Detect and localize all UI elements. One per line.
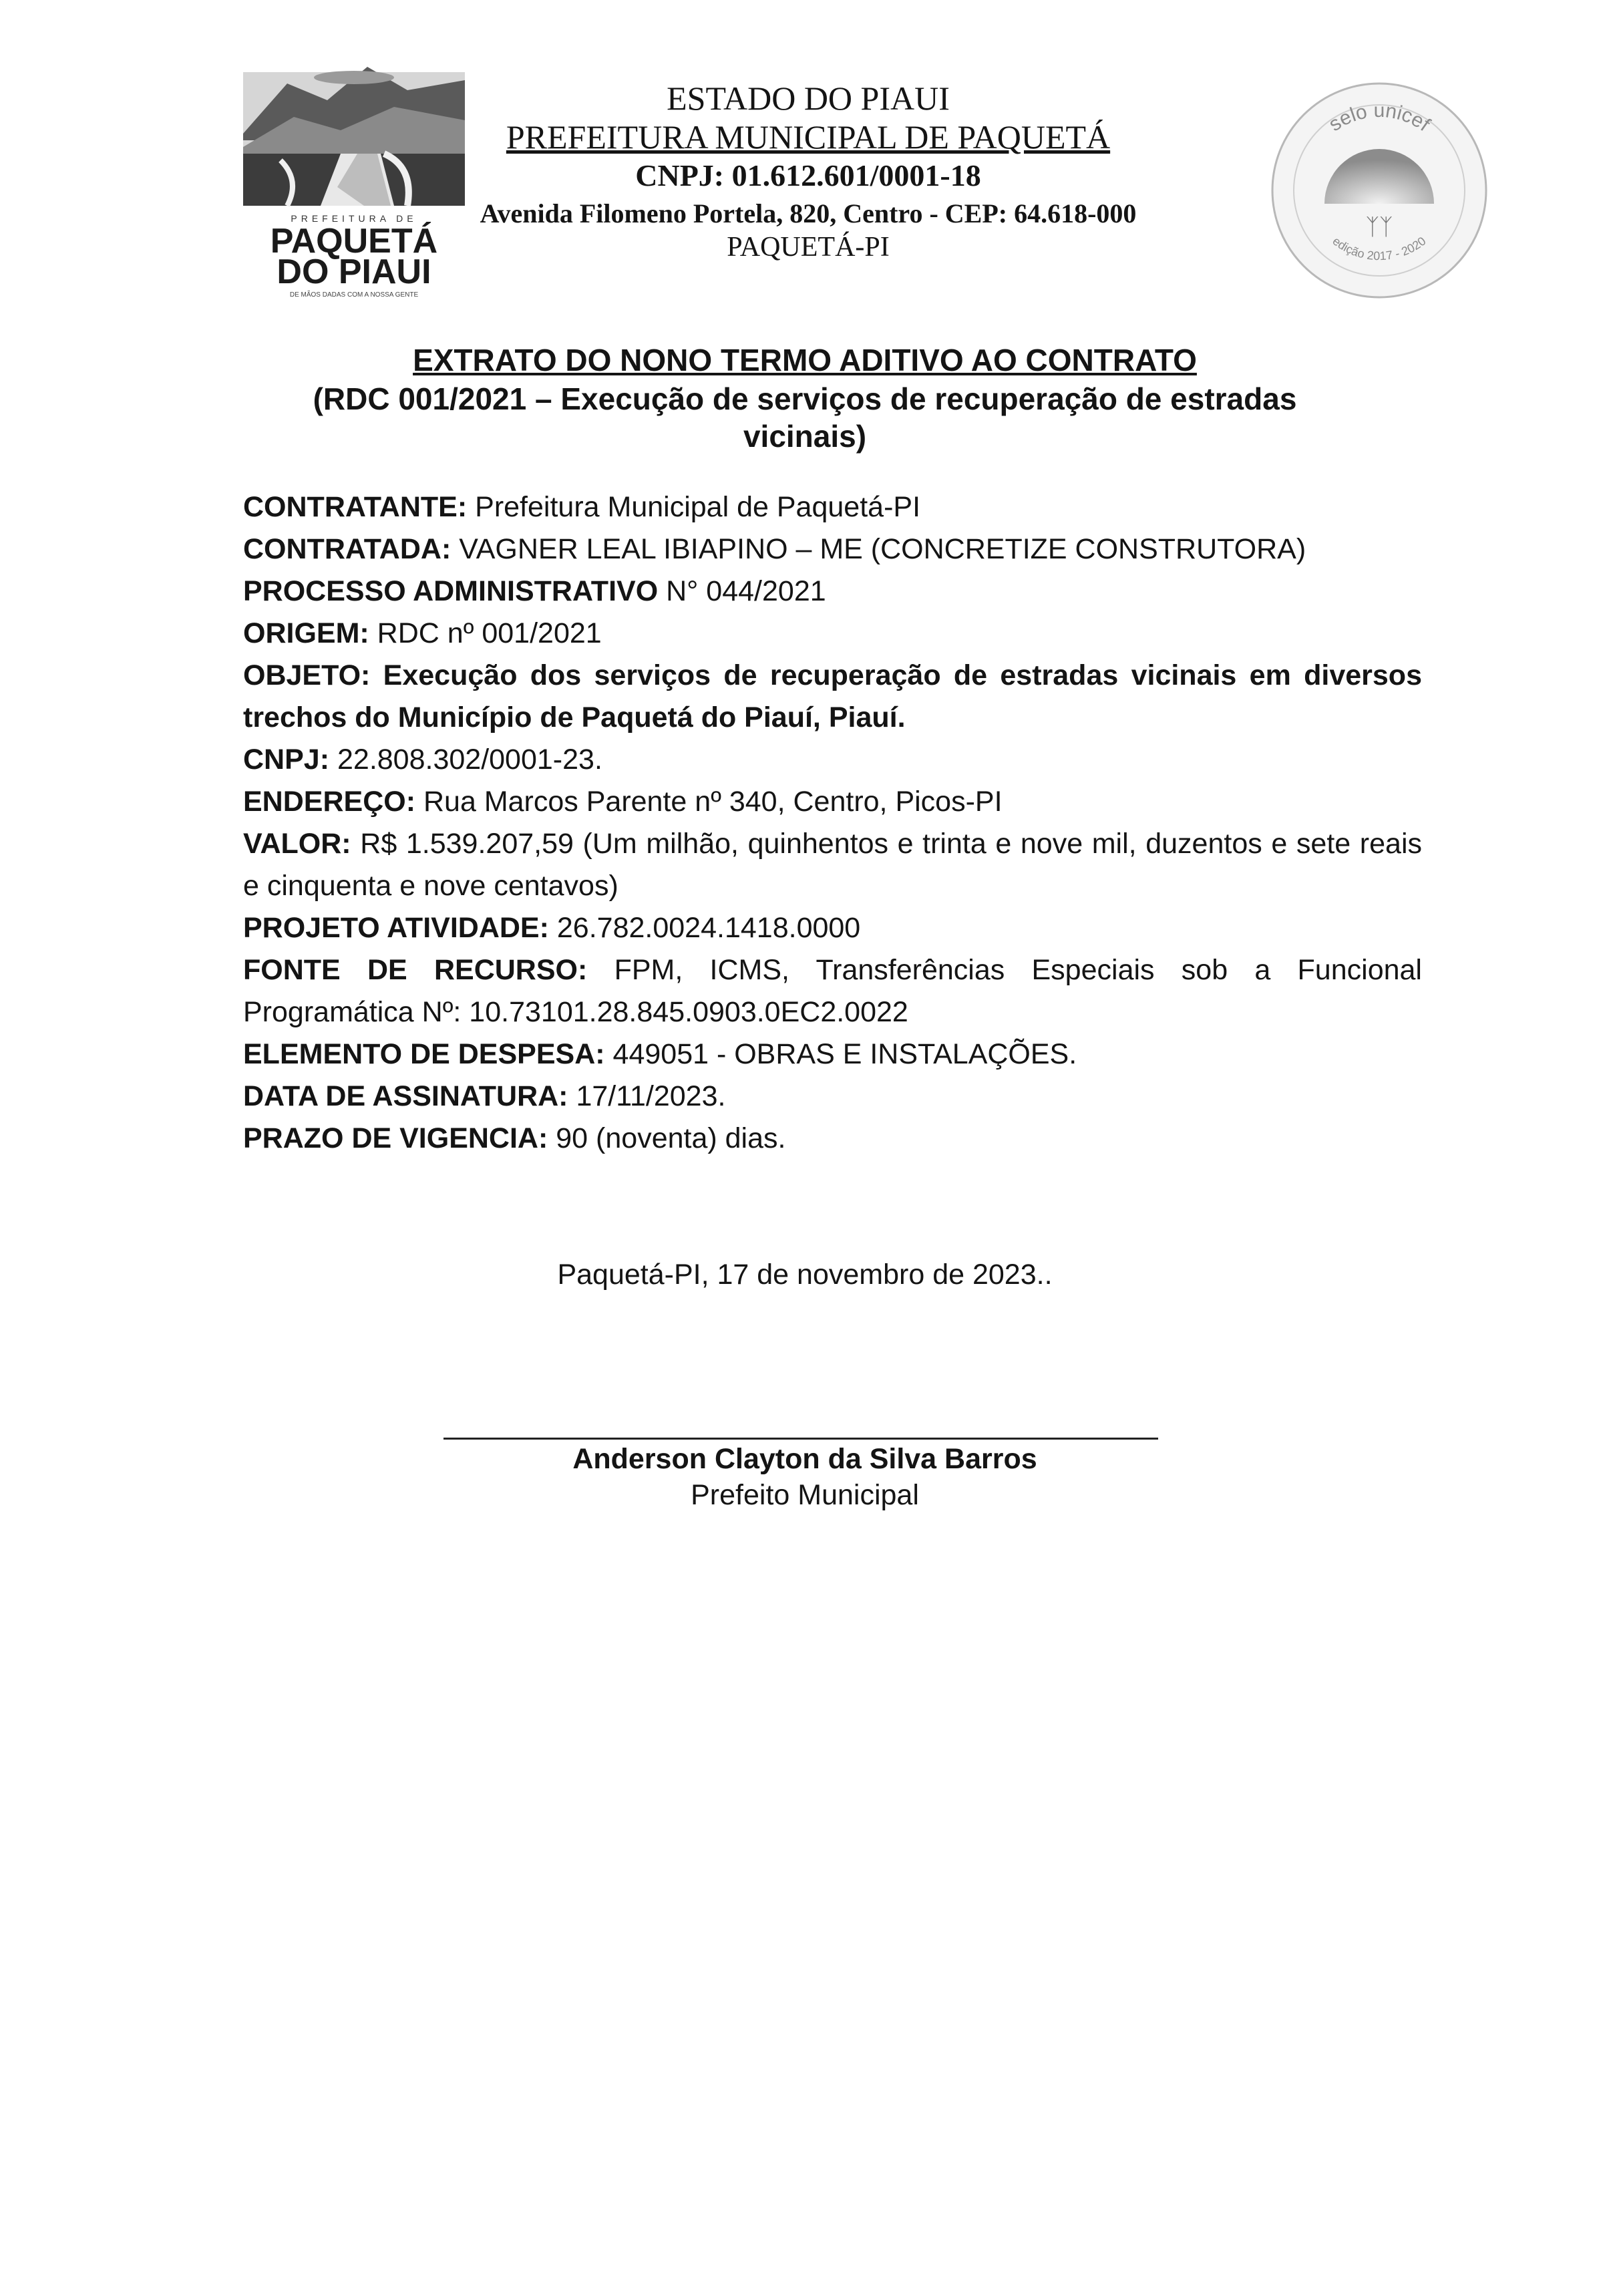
field-value: 449051 - OBRAS E INSTALAÇÕES. xyxy=(612,1038,1077,1070)
place-and-date: Paquetá-PI, 17 de novembro de 2023.. xyxy=(557,1259,1053,1291)
signer-role: Prefeito Municipal xyxy=(691,1479,919,1511)
field-contratada xyxy=(243,528,1422,570)
signature-line xyxy=(443,1438,1158,1440)
field-label: PROCESSO ADMINISTRATIVO xyxy=(243,575,659,607)
logo-top-text: PREFEITURA DE xyxy=(291,213,417,224)
municipality-logo xyxy=(240,53,468,301)
field-origem xyxy=(243,613,1422,655)
field-label: CONTRATADA: xyxy=(243,533,452,565)
logo-name-line2: DO PIAUI xyxy=(277,253,431,291)
seal-graphic xyxy=(1266,77,1493,304)
field-label: FONTE DE RECURSO: xyxy=(243,954,588,986)
field-value: Execução dos serviços de recuperação de estradas vicinais em diversos trechos do Município de Paquetá do Piauí, Piauí. xyxy=(243,659,1422,733)
field-value: 26.782.0024.1418.0000 xyxy=(556,912,861,944)
header-address: Avenida Filomeno Portela, 820, Centro - CEP: 64.618-000 xyxy=(480,198,1137,228)
logo-name-line1: PAQUETÁ xyxy=(270,222,438,261)
field-value: VAGNER LEAL IBIAPINO – ME (CONCRETIZE CONSTRUTORA) xyxy=(459,533,1306,565)
field-prazo-vigencia xyxy=(243,1118,1422,1160)
logo-tagline: DE MÃOS DADAS COM A NOSSA GENTE xyxy=(289,291,419,299)
children-icon: ᛉᛉ xyxy=(1365,214,1393,240)
field-label: CNPJ: xyxy=(243,744,330,776)
field-value: 22.808.302/0001-23. xyxy=(337,744,602,776)
field-label: ENDEREÇO: xyxy=(243,786,416,818)
field-label: PROJETO ATIVIDADE: xyxy=(243,912,549,944)
field-label: CONTRATANTE: xyxy=(243,491,468,523)
header-cnpj: CNPJ: 01.612.601/0001-18 xyxy=(635,158,981,192)
field-endereco xyxy=(243,781,1422,823)
field-value: 90 (noventa) dias. xyxy=(556,1122,786,1154)
field-value: Prefeitura Municipal de Paquetá-PI xyxy=(475,491,921,523)
field-label: DATA DE ASSINATURA: xyxy=(243,1080,568,1112)
field-processo xyxy=(243,570,1422,613)
contract-fields xyxy=(243,486,1422,1160)
field-value: N° 044/2021 xyxy=(666,575,826,607)
signer-name: Anderson Clayton da Silva Barros xyxy=(572,1443,1037,1475)
field-value: FPM, ICMS, Transferências Especiais sob a Funcional Programática Nº: 10.73101.28.845.0903.0EC2.0022 xyxy=(243,954,1422,1028)
field-label: VALOR: xyxy=(243,828,351,860)
field-label: OBJETO: xyxy=(243,659,371,691)
header-state: ESTADO DO PIAUI xyxy=(667,79,950,117)
document-title: EXTRATO DO NONO TERMO ADITIVO AO CONTRATO xyxy=(413,343,1197,377)
field-label: PRAZO DE VIGENCIA: xyxy=(243,1122,548,1154)
document-subtitle-line1: (RDC 001/2021 – Execução de serviços de recuperação de estradas xyxy=(313,381,1297,416)
field-label: ELEMENTO DE DESPESA: xyxy=(243,1038,605,1070)
document-subtitle-line2: vicinais) xyxy=(743,419,867,454)
field-objeto xyxy=(243,655,1422,739)
seal-text-bottom: edição 2017 - 2020 xyxy=(1330,234,1429,263)
field-value: R$ 1.539.207,59 (Um milhão, quinhentos e trinta e nove mil, duzentos e sete reais e cinquenta e nove centavos) xyxy=(243,828,1422,902)
field-elemento-despesa xyxy=(243,1033,1422,1076)
field-cnpj xyxy=(243,739,1422,781)
field-valor xyxy=(243,823,1422,907)
field-value: 17/11/2023. xyxy=(576,1080,726,1112)
unicef-seal xyxy=(1266,77,1493,304)
field-value: RDC nº 001/2021 xyxy=(377,617,602,649)
field-value: Rua Marcos Parente nº 340, Centro, Picos-PI xyxy=(423,786,1003,818)
seal-text-top: selo unicef xyxy=(1324,100,1434,136)
header-prefecture: PREFEITURA MUNICIPAL DE PAQUETÁ xyxy=(506,118,1111,156)
logo-graphic xyxy=(240,53,468,301)
field-contratante xyxy=(243,486,1422,528)
header-city: PAQUETÁ-PI xyxy=(727,232,890,263)
field-fonte-recurso xyxy=(243,949,1422,1033)
field-data-assinatura xyxy=(243,1076,1422,1118)
field-label: ORIGEM: xyxy=(243,617,369,649)
field-projeto-atividade xyxy=(243,907,1422,949)
